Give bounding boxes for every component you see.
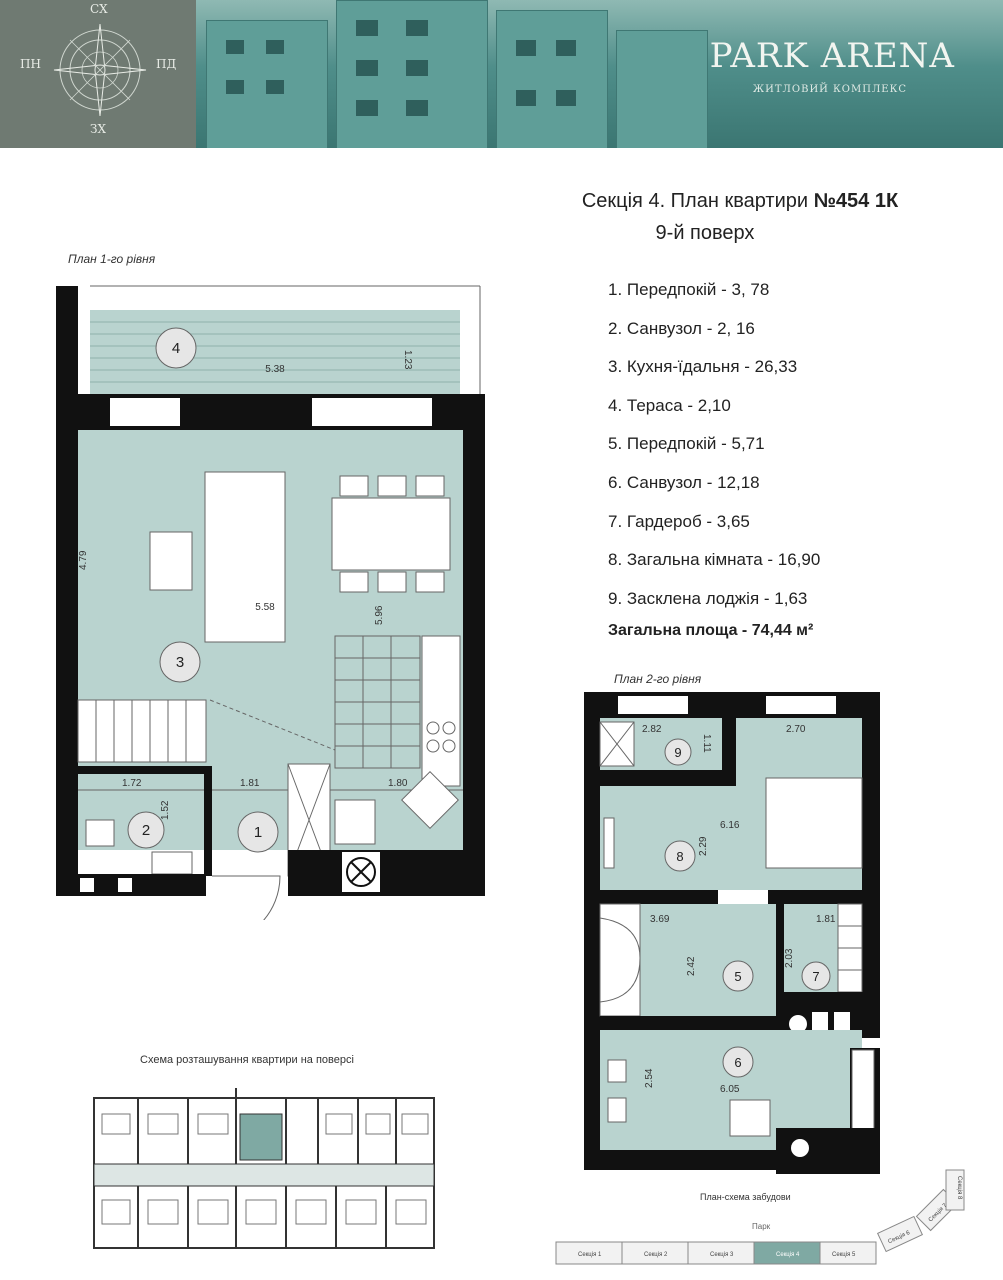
site-section-label: Секція 7 — [927, 1202, 949, 1224]
plan-level-2 — [580, 688, 900, 1174]
floor-scheme-diagram — [90, 1084, 440, 1254]
room-item: 5. Передпокій - 5,71 — [608, 434, 765, 454]
room-label-7: 7 — [812, 969, 820, 984]
dim-label: 4.79 — [78, 550, 89, 570]
site-section-label: Секція 2 — [644, 1252, 668, 1258]
plan-level-1 — [50, 280, 490, 920]
dim-label: 2.54 — [644, 1068, 655, 1088]
dim-label: 6.16 — [720, 820, 740, 831]
room-label-2: 2 — [141, 822, 151, 839]
room-label-6: 6 — [734, 1055, 742, 1070]
room-item: 6. Санвузол - 12,18 — [608, 472, 760, 492]
dim-label: 1.81 — [240, 778, 260, 789]
dim-label: 1.80 — [388, 778, 408, 789]
apartment-title-prefix: Секція 4. План квартири — [581, 190, 814, 212]
dim-label: 1.52 — [160, 800, 171, 820]
room-item: 4. Тераса - 2,10 — [608, 395, 731, 415]
dim-label: 2.70 — [786, 724, 806, 735]
brand-subtitle: ЖИТЛОВИЙ КОМПЛЕКС — [752, 84, 907, 95]
plan1-caption: План 1-го рівня — [68, 252, 156, 266]
compass-rose-icon — [48, 14, 152, 126]
dim-label: 2.29 — [698, 836, 709, 856]
compass-west-label: ПН — [20, 57, 41, 71]
site-section-label: Секція 6 — [887, 1230, 911, 1246]
site-section-label: Секція 8 — [956, 1176, 962, 1200]
dim-label: 1.72 — [122, 778, 142, 789]
dim-label: 1.81 — [816, 914, 836, 925]
room-list — [608, 279, 820, 626]
site-section-label: Секція 4 — [776, 1252, 800, 1258]
site-plan-diagram — [550, 1162, 980, 1274]
site-section-label: Секція 3 — [710, 1252, 734, 1258]
floor-scheme-caption: Схема розташування квартири на поверсі — [140, 1054, 354, 1066]
room-item: 9. Засклена лоджія - 1,63 — [608, 588, 808, 608]
plan2-caption: План 2-го рівня — [614, 672, 702, 686]
room-label-9: 9 — [674, 745, 682, 760]
dim-label: 5.58 — [255, 602, 275, 613]
room-label-3: 3 — [175, 654, 185, 671]
total-area: Загальна площа - 74,44 м² — [608, 622, 814, 639]
dim-label: 3.69 — [650, 914, 670, 925]
site-plan-caption: План-схема забудови — [700, 1192, 791, 1202]
dim-label: 2.03 — [784, 948, 795, 968]
room-label-8: 8 — [676, 849, 684, 864]
compass-south-label: ЗХ — [90, 122, 107, 136]
room-item: 3. Кухня-їдальня - 26,33 — [608, 357, 798, 377]
room-item: 7. Гардероб - 3,65 — [608, 511, 750, 531]
dim-label: 5.38 — [265, 364, 285, 375]
highlighted-apartment — [240, 1114, 282, 1160]
room-item: 8. Загальна кімната - 16,90 — [608, 550, 821, 570]
site-section-label: Секція 5 — [832, 1252, 856, 1258]
apartment-number: №454 1К — [813, 190, 899, 212]
floor-label: 9-й поверх — [655, 222, 755, 244]
site-section-label: Секція 1 — [578, 1252, 602, 1258]
header-banner — [0, 0, 1003, 148]
dim-label: 5.96 — [374, 605, 385, 625]
building-rendering — [196, 0, 1003, 148]
dim-label: 2.82 — [642, 724, 662, 735]
room-label-4: 4 — [171, 340, 181, 357]
apartment-title — [500, 190, 980, 213]
dim-label: 6.05 — [720, 1084, 740, 1095]
room-item: 1. Передпокій - 3, 78 — [608, 280, 770, 299]
dim-label: 1.23 — [402, 350, 413, 370]
room-item: 2. Санвузол - 2, 16 — [608, 318, 755, 338]
room-label-1: 1 — [253, 824, 263, 841]
dim-label: 1.11 — [701, 734, 712, 753]
compass-panel — [0, 0, 196, 148]
room-label-5: 5 — [734, 969, 742, 984]
compass-north-label: СХ — [90, 2, 108, 16]
compass-east-label: ПД — [156, 57, 177, 71]
park-label: Парк — [752, 1222, 771, 1231]
dim-label: 2.42 — [686, 956, 697, 976]
brand-logo: PARK ARENA — [709, 36, 955, 76]
